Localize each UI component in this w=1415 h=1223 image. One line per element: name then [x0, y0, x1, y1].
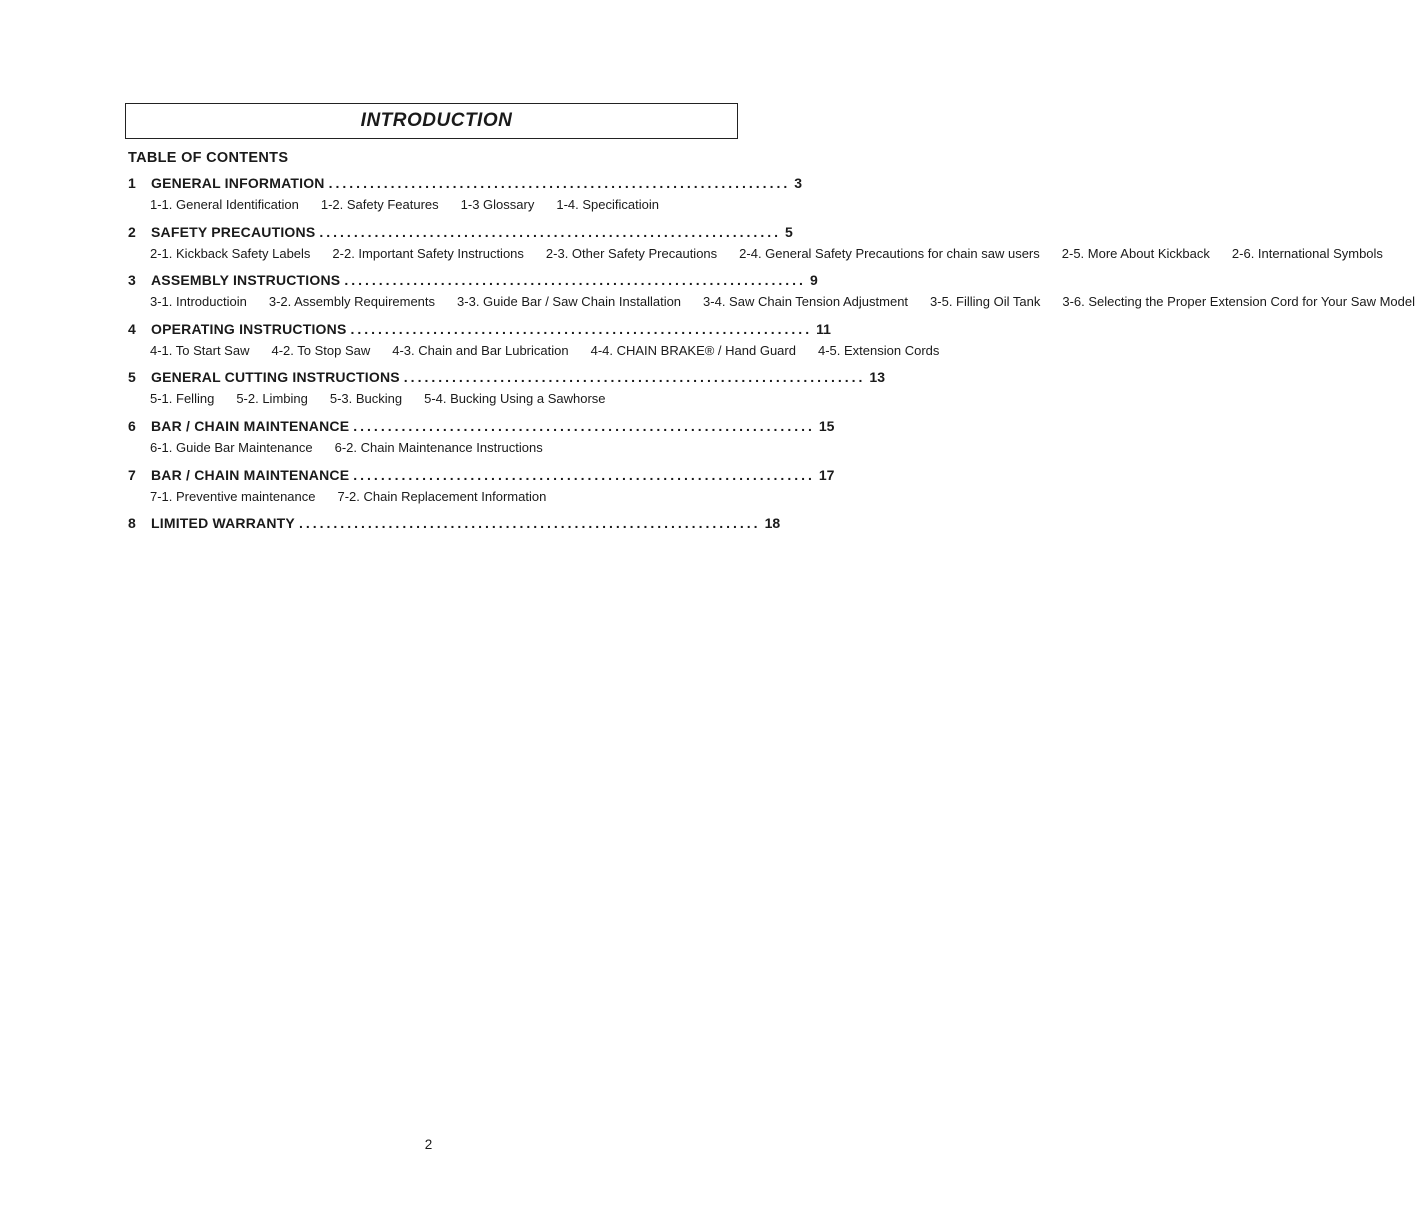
subsection-item: 4-3. Chain and Bar Lubrication — [392, 342, 569, 358]
subsection-item: 4-5. Extension Cords — [817, 342, 940, 358]
toc-section — [128, 512, 781, 534]
subsection-item: 1-4. Specificatioin — [556, 197, 659, 212]
subsection-item: 3-3. Guide Bar / Saw Chain Installation — [457, 294, 682, 310]
subsection-item: 5-4. Bucking Using a Sawhorse — [424, 391, 606, 407]
subsection-item: 1-2. Safety Features — [320, 197, 439, 212]
subsection-item: 2-5. More About Kickback — [1061, 245, 1210, 261]
section-number: 4 — [128, 320, 136, 337]
page-number: 2 — [424, 1137, 433, 1152]
toc-section — [128, 366, 885, 410]
section-page: 3 — [794, 175, 803, 191]
section-title: OPERATING INSTRUCTIONS — [151, 320, 347, 337]
dot-leader: ................................................................... — [353, 466, 815, 483]
section-title: SAFETY PRECAUTIONS — [151, 223, 316, 240]
subsection-item: 5-3. Bucking — [329, 391, 403, 407]
toc-section-line — [128, 172, 803, 194]
section-page: 13 — [869, 369, 885, 386]
subsection-item: 4-4. CHAIN BRAKE® / Hand Guard — [590, 342, 796, 358]
subsection-item: 3-5. Filling Oil Tank — [930, 294, 1041, 310]
subsection-item: 3-2. Assembly Requirements — [268, 294, 436, 310]
toc-section — [128, 415, 835, 459]
section-page: 5 — [784, 223, 793, 240]
section-page: 18 — [764, 515, 781, 532]
subsection-item: 3-4. Saw Chain Tension Adjustment — [703, 294, 909, 310]
subsection-item: 6-2. Chain Maintenance Instructions — [334, 439, 543, 455]
dot-leader: ................................................................... — [353, 417, 815, 434]
subsection-item: 5-2. Limbing — [236, 391, 308, 407]
toc-section — [128, 464, 835, 508]
toc-section-line — [128, 269, 818, 291]
toc-section — [128, 172, 803, 216]
toc-section-line — [128, 221, 793, 243]
subsection-item: 6-1. Guide Bar Maintenance — [150, 439, 313, 455]
header-box — [125, 103, 738, 139]
section-title: ASSEMBLY INSTRUCTIONS — [151, 272, 341, 289]
section-number: 2 — [128, 223, 136, 240]
subsection-item: 3-6. Selecting the Proper Extension Cord for Your Saw Model — [1062, 294, 1415, 310]
section-page: 17 — [818, 466, 835, 483]
subsection-item: 7-1. Preventive maintenance — [150, 488, 316, 504]
section-number: 1 — [128, 175, 136, 191]
section-title: GENERAL INFORMATION — [151, 175, 325, 191]
subsection-item: 4-1. To Start Saw — [150, 342, 250, 358]
dot-leader: ................................................................... — [403, 369, 866, 386]
dot-leader: ................................................................... — [344, 272, 806, 289]
subsection-item: 5-1. Felling — [150, 391, 215, 407]
dot-leader: ................................................................... — [328, 175, 791, 191]
toc-section-line — [128, 415, 835, 437]
toc-section-line — [128, 366, 885, 388]
subsection-item: 4-2. To Stop Saw — [271, 342, 371, 358]
section-page: 15 — [818, 417, 835, 434]
subsection-item: 2-2. Important Safety Instructions — [332, 245, 524, 261]
subsection-item: 2-6. International Symbols — [1231, 245, 1383, 261]
subsection-item: 1-3 Glossary — [460, 197, 535, 212]
toc-section-line — [128, 318, 831, 340]
subsection-item: 2-3. Other Safety Precautions — [545, 245, 718, 261]
page-title: INTRODUCTION — [360, 110, 513, 131]
toc-section — [128, 221, 1383, 265]
section-number: 8 — [128, 515, 136, 532]
dot-leader: ................................................................... — [319, 223, 781, 240]
section-title: LIMITED WARRANTY — [151, 515, 295, 532]
subsection-item: 2-1. Kickback Safety Labels — [150, 245, 311, 261]
subsection-item: 2-4. General Safety Precautions for chain saw users — [739, 245, 1040, 261]
subsection-item: 7-2. Chain Replacement Information — [337, 488, 547, 504]
dot-leader: ................................................................... — [298, 515, 761, 532]
toc-section-line — [128, 512, 781, 534]
toc-section-line — [128, 464, 835, 486]
dot-leader: ................................................................... — [350, 320, 813, 337]
table-of-contents — [128, 172, 1415, 539]
section-page: 11 — [816, 320, 831, 337]
section-title: BAR / CHAIN MAINTENANCE — [151, 466, 350, 483]
section-number: 3 — [128, 272, 136, 289]
subsection-item: 3-1. Introductioin — [150, 294, 247, 310]
toc-heading: TABLE OF CONTENTS — [128, 150, 289, 166]
section-title: GENERAL CUTTING INSTRUCTIONS — [151, 369, 400, 386]
toc-section — [128, 269, 1415, 313]
section-number: 6 — [128, 417, 136, 434]
subsection-item: 1-1. General Identification — [150, 197, 299, 212]
section-number: 7 — [128, 466, 136, 483]
toc-section — [128, 318, 940, 362]
section-number: 5 — [128, 369, 136, 386]
section-page: 9 — [809, 272, 818, 289]
section-title: BAR / CHAIN MAINTENANCE — [151, 417, 350, 434]
